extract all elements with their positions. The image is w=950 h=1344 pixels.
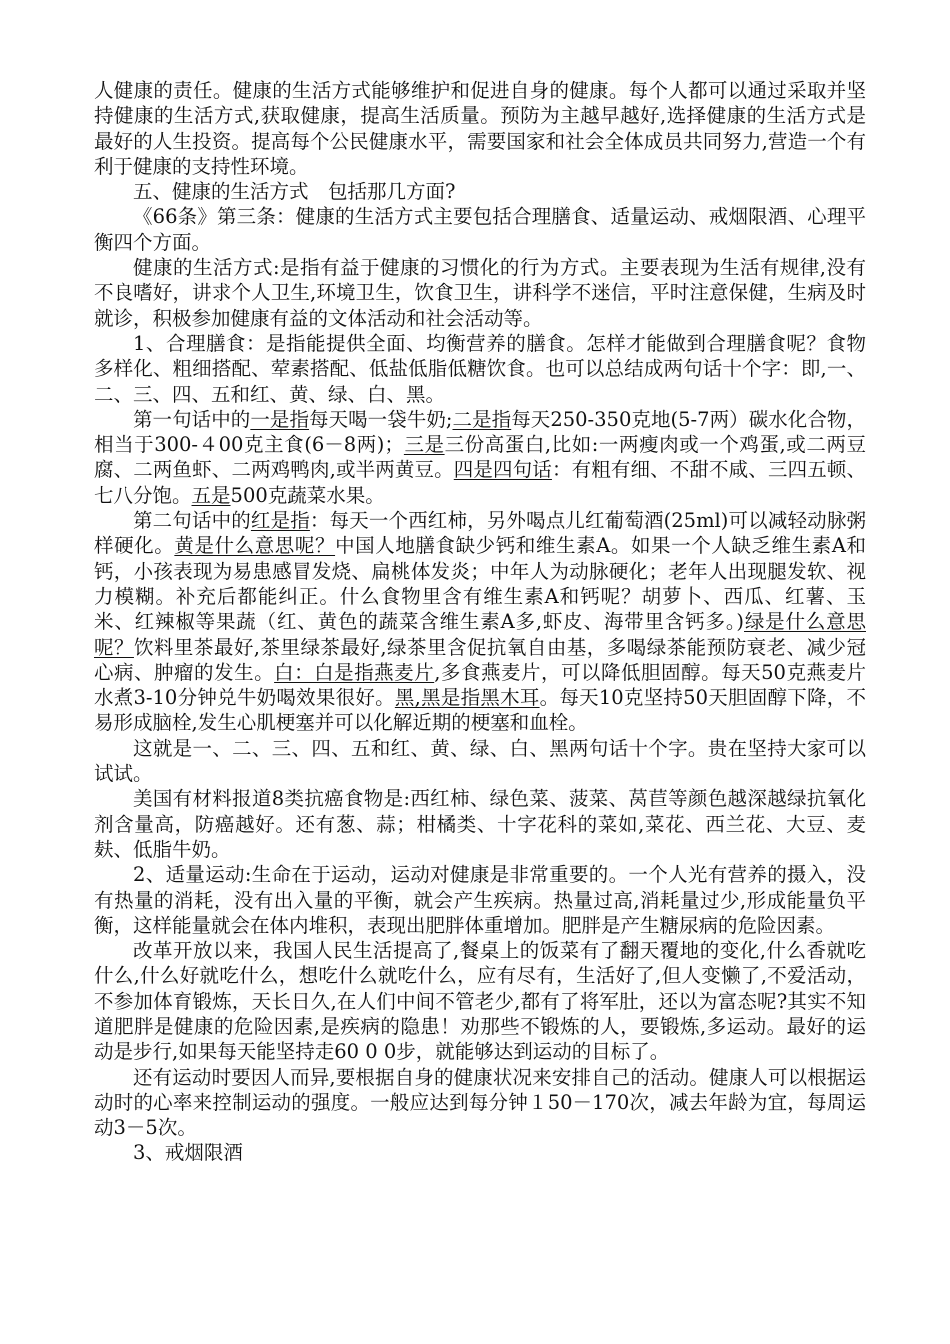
text-segment: ：有粗有细、不甜不咸、三四五顿、七八分饱。 <box>94 458 866 507</box>
text-segment: 第一句话中的 <box>133 407 251 431</box>
text-segment: 三份高蛋白,比如:一两瘦肉或一个鸡蛋,或二两豆腐、二两鱼虾、二两鸡鸭肉,或半两黄豆。 <box>94 433 866 482</box>
text-segment: 每天喝一袋牛奶; <box>309 407 453 431</box>
underlined-segment: 红是指 <box>250 509 310 533</box>
text-segment: 第二句话中的 <box>133 509 251 533</box>
underlined-segment: 三是 <box>403 433 445 457</box>
paragraph-anticancer-foods: 美国有材料报道8类抗癌食物是:西红柿、绿色菜、菠菜、莴苣等颜色越深越绿抗氧化剂含量高，防癌越好。还有葱、蒜；柑橘类、十字花科的菜如,菜花、西兰花、大豆、麦麸、低脂牛奶。 <box>94 787 866 861</box>
underlined-segment: 白：白是指燕麦片 <box>274 660 435 684</box>
text-segment: 。每天10克坚持50天胆固醇下降，不易形成脑栓,发生心肌梗塞并可以化解近期的梗塞和血栓。 <box>94 686 867 735</box>
document-page <box>94 78 866 1166</box>
text-segment: ：每天一个西红柿，另外喝点儿红葡萄酒(25ml)可以减轻动脉粥样硬化。 <box>94 509 866 558</box>
underlined-segment: 黑,黑是指黑木耳 <box>394 686 540 710</box>
paragraph-second-sentence <box>94 508 866 736</box>
underlined-segment: 黄是什么意思呢？ <box>174 534 336 558</box>
paragraph-reasonable-diet: 1、合理膳食：是指能提供全面、均衡营养的膳食。怎样才能做到合理膳食呢？食物多样化、粗细搭配、荤素搭配、低盐低脂低糖饮食。也可以总结成两句话十个字：即,一、二、三、四、五和红、黄、绿、白、黑。 <box>94 331 866 406</box>
paragraph-article-three: 《66条》第三条：健康的生活方式主要包括合理膳食、适量运动、戒烟限酒、心理平衡四个方面。 <box>94 205 866 254</box>
paragraph-first-sentence <box>94 407 866 508</box>
text-segment: 500克蔬菜水果。 <box>230 483 385 507</box>
text-segment: 每天250-350克地(5-7两）碳水化合物，相当于300-４00克主食(6－8两)； <box>94 407 866 457</box>
text-segment: ,多食燕麦片，可以降低胆固醇。每天50克燕麦片水煮3-10分钟兑牛奶喝效果很好。 <box>94 660 866 710</box>
underlined-segment: 四是四句话 <box>453 458 552 482</box>
paragraph-responsibility: 人健康的责任。健康的生活方式能够维护和促进自身的健康。每个人都可以通过采取并坚持健康的生活方式,获取健康，提高生活质量。预防为主越早越好,选择健康的生活方式是最好的人生投资。提高每个公民健康水平，需要国家和社会全体成员共同努力,营造一个有利于健康的支持性环境。 <box>94 79 866 178</box>
text-segment: 中国人地膳食缺少钙和维生素A。如果一个人缺乏维生素A和钙，小孩表现为易患感冒发烧、扁桃体发炎；中年人为动脉硬化；老年人出现腿发软、视力模糊。补充后都能纠正。什么食物里含有维生素A和钙呢？胡萝卜、西瓜、红薯、玉米、红辣椒等果蔬（红、黄色的蔬菜含维生素A多,虾皮、海带里含钙多。) <box>94 534 866 634</box>
paragraph-summary: 这就是一、二、三、四、五和红、黄、绿、白、黑两句话十个字。贵在坚持大家可以试试。 <box>94 736 866 786</box>
underlined-segment: 五是 <box>191 483 231 507</box>
underlined-segment: 一是指 <box>250 407 310 431</box>
underlined-segment: 二是指 <box>452 407 512 431</box>
section-heading-quit-smoking: 3、戒烟限酒 <box>133 1141 243 1165</box>
paragraph-reform-opening: 改革开放以来，我国人民生活提高了,餐桌上的饭菜有了翻天覆地的变化,什么香就吃什么,什么好就吃什么，想吃什么就吃什么，应有尽有，生活好了,但人变懒了,不爱活动，不参加体育锻炼，天长日久,在人们中间不管老少,都有了将军肚，还以为富态呢?其实不知道肥胖是健康的危险因素,是疾病的隐患！劝那些不锻炼的人，要锻炼,多运动。最好的运动是步行,如果每天能坚持走60 0 0步，就能够达到运动的目标了。 <box>94 939 866 1064</box>
paragraph-moderate-exercise: 2、适量运动:生命在于运动，运动对健康是非常重要的。一个人光有营养的摄入，没有热量的消耗，没有出入量的平衡，就会产生疾病。热量过高,消耗量过少,形成能量负平衡，这样能量就会在体内堆积，表现出肥胖体重增加。肥胖是产生糖尿病的危险因素。 <box>94 863 866 937</box>
underlined-segment: 绿是什么意思呢？ <box>94 610 866 659</box>
section-heading-lifestyle: 五、健康的生活方式 包括那几方面? <box>133 180 456 204</box>
paragraph-lifestyle-definition: 健康的生活方式:是指有益于健康的习惯化的行为方式。主要表现为生活有规律,没有不良嗜好，讲求个人卫生,环境卫生，饮食卫生，讲科学不迷信，平时注意保健，生病及时就诊，积极参加健康有益的文体活动和社会活动等。 <box>94 256 866 330</box>
paragraph-exercise-intensity: 还有运动时要因人而异,要根据自身的健康状况来安排自己的活动。健康人可以根据运动时的心率来控制运动的强度。一般应达到每分钟１50－170次，减去年龄为宜，每周运动3－5次。 <box>94 1065 866 1140</box>
text-segment: 饮料里茶最好,茶里绿茶最好,绿茶里含促抗氧自由基，多喝绿茶能预防衰老、减少冠心病、肿瘤的发生。 <box>94 635 866 684</box>
